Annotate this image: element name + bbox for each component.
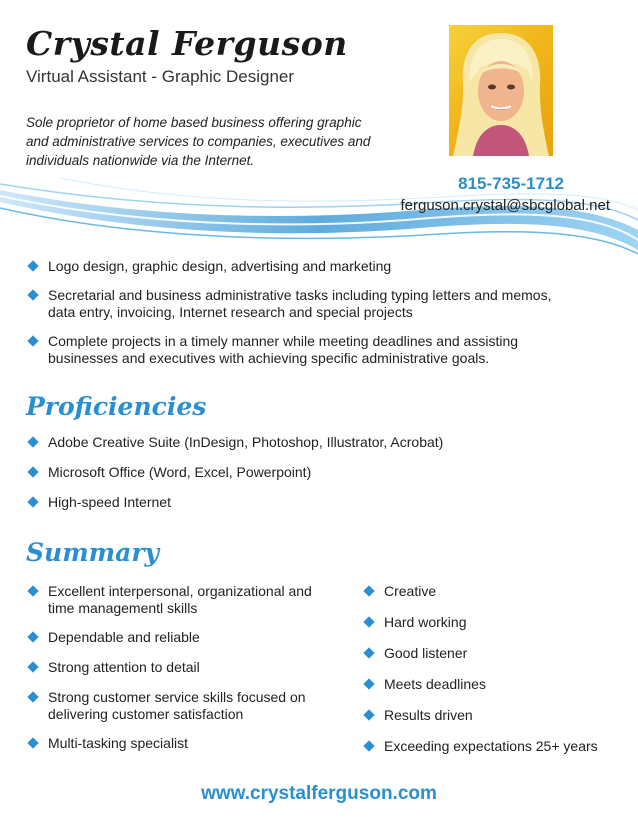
diamond-bullet-icon bbox=[27, 661, 38, 672]
list-item: Exceeding expectations 25+ years bbox=[362, 738, 632, 755]
list-item: Strong attention to detail bbox=[26, 659, 316, 676]
list-item: Logo design, graphic design, advertising and marketing bbox=[26, 258, 566, 275]
diamond-bullet-icon bbox=[27, 737, 38, 748]
diamond-bullet-icon bbox=[363, 709, 374, 720]
diamond-bullet-icon bbox=[363, 740, 374, 751]
diamond-bullet-icon bbox=[363, 585, 374, 596]
diamond-bullet-icon bbox=[27, 691, 38, 702]
email-address[interactable]: ferguson.crystal@sbcglobal.net bbox=[400, 197, 610, 214]
list-item: Hard working bbox=[362, 614, 632, 631]
diamond-bullet-icon bbox=[27, 335, 38, 346]
proficiencies-list bbox=[26, 434, 586, 511]
list-item: Dependable and reliable bbox=[26, 629, 316, 646]
diamond-bullet-icon bbox=[27, 260, 38, 271]
name-heading: Crystal Ferguson bbox=[26, 24, 348, 63]
list-item: Complete projects in a timely manner while meeting deadlines and assisting businesses and executives with achieving specific administrative goals. bbox=[26, 333, 566, 367]
subtitle: Virtual Assistant - Graphic Designer bbox=[26, 67, 295, 86]
list-item: Strong customer service skills focused on delivering customer satisfaction bbox=[26, 689, 316, 723]
website-link[interactable]: www.crystalferguson.com bbox=[201, 783, 437, 804]
list-item: Creative bbox=[362, 583, 632, 600]
portrait-illustration bbox=[449, 25, 553, 156]
profile-photo bbox=[449, 25, 553, 156]
summary-list-right bbox=[362, 583, 632, 755]
proficiencies-heading: Proficiencies bbox=[26, 392, 207, 421]
list-item: Good listener bbox=[362, 645, 632, 662]
summary-list-left bbox=[26, 583, 316, 752]
diamond-bullet-icon bbox=[27, 496, 38, 507]
intro-text: Sole proprietor of home based business offering graphic and administrative services to companies, executives and individuals nationwide via the Internet. bbox=[26, 115, 371, 168]
diamond-bullet-icon bbox=[27, 585, 38, 596]
list-item: Secretarial and business administrative tasks including typing letters and memos, data entry, invoicing, Internet research and special projects bbox=[26, 287, 566, 321]
list-item: Meets deadlines bbox=[362, 676, 632, 693]
diamond-bullet-icon bbox=[363, 616, 374, 627]
list-item: Multi-tasking specialist bbox=[26, 735, 316, 752]
phone-number[interactable]: 815-735-1712 bbox=[458, 174, 564, 193]
diamond-bullet-icon bbox=[27, 436, 38, 447]
list-item: Excellent interpersonal, organizational and time managementl skills bbox=[26, 583, 316, 617]
list-item: Microsoft Office (Word, Excel, Powerpoint) bbox=[26, 464, 586, 481]
diamond-bullet-icon bbox=[363, 647, 374, 658]
diamond-bullet-icon bbox=[363, 678, 374, 689]
list-item: Adobe Creative Suite (InDesign, Photoshop, Illustrator, Acrobat) bbox=[26, 434, 586, 451]
services-list bbox=[26, 258, 566, 367]
list-item: High-speed Internet bbox=[26, 494, 586, 511]
summary-heading: Summary bbox=[26, 538, 160, 567]
diamond-bullet-icon bbox=[27, 289, 38, 300]
diamond-bullet-icon bbox=[27, 631, 38, 642]
diamond-bullet-icon bbox=[27, 466, 38, 477]
list-item: Results driven bbox=[362, 707, 632, 724]
